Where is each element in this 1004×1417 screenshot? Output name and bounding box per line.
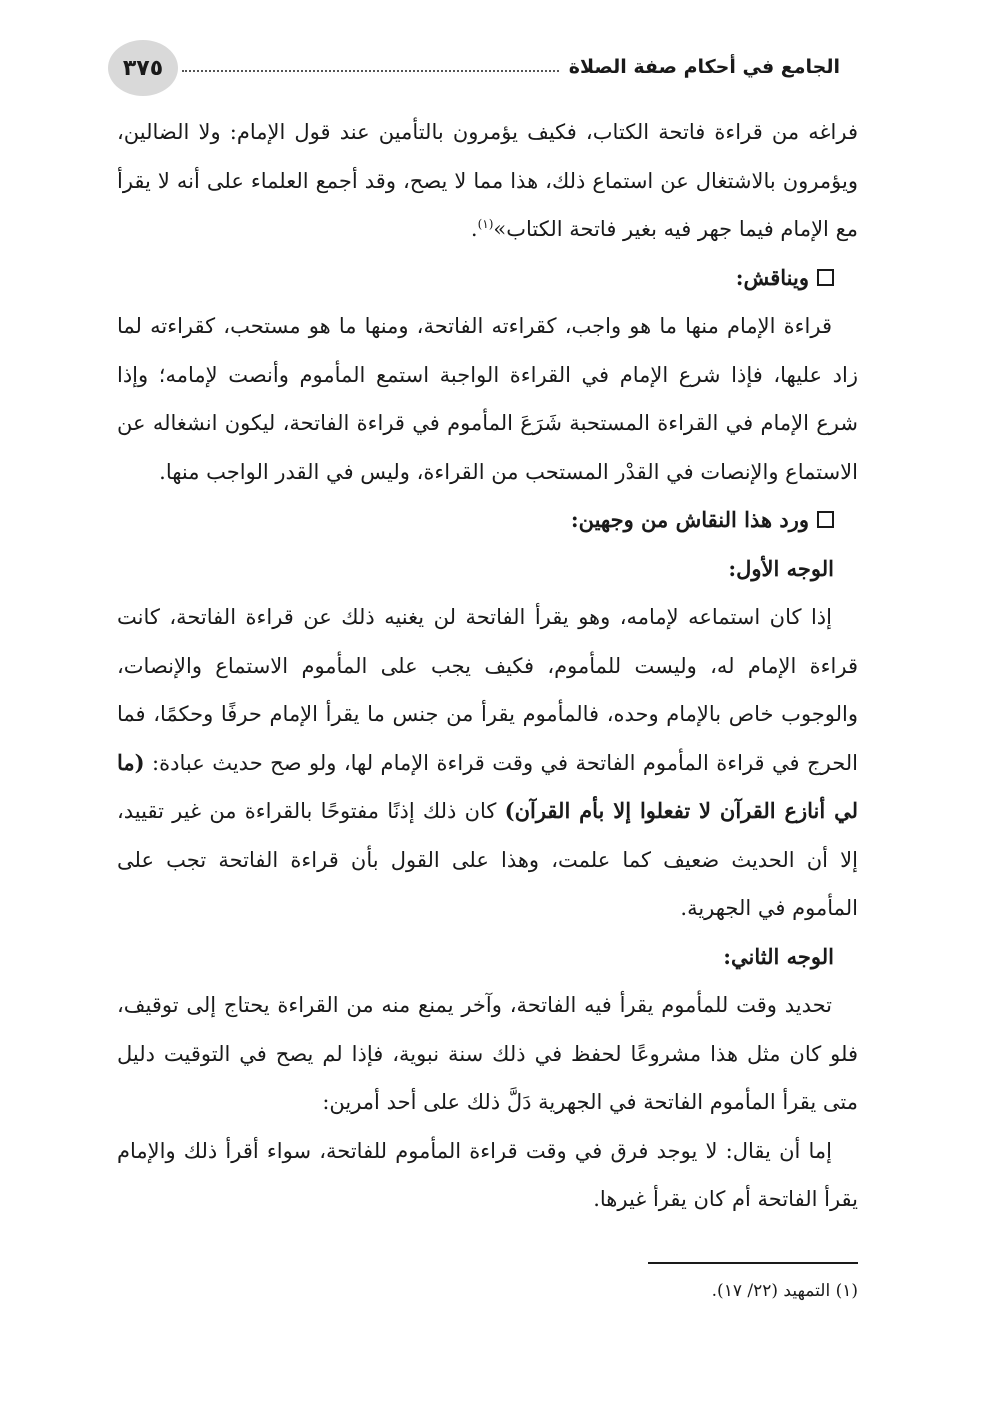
hadith-quote: (ما لي أنازع القرآن لا تفعلوا إلا بأم القرآن) <box>117 749 858 823</box>
footnote-marker: (١) <box>835 1281 858 1301</box>
paragraph-either: إما أن يقال: لا يوجد فرق في وقت قراءة المأموم للفاتحة، سواء أقرأ ذلك والإمام يقرأ الفاتحة أم كان يقرأ غيرها. <box>117 1138 858 1211</box>
footnote-separator <box>648 1262 858 1264</box>
book-title: الجامع في أحكام صفة الصلاة <box>568 56 840 78</box>
paragraph-first-aspect <box>117 593 858 933</box>
page-number: ٣٧٥ <box>108 40 178 96</box>
heading-first-aspect: الوجه الأول: <box>728 555 834 581</box>
checkbox-bullet-icon <box>817 511 834 528</box>
heading-text: ورد هذا النقاش من وجهين: <box>570 507 809 532</box>
header-leader-dots <box>182 70 559 72</box>
running-header <box>182 52 844 82</box>
footnote <box>712 1276 858 1306</box>
heading-discussion <box>117 254 858 303</box>
paragraph-second-aspect: تحديد وقت للمأموم يقرأ فيه الفاتحة، وآخر يمنع منه من القراءة يحتاج إلى توقيف، فلو كان مثل هذا مشروعًا لحفظ في ذلك سنة نبوية، فإذا لم يصح في التوقيت دليل متى يقرأ المأموم الفاتحة في الجهرية دَلَّ ذلك على أحد أمرين: <box>117 993 858 1114</box>
heading-second-aspect: الوجه الثاني: <box>723 943 834 969</box>
footnote-reference[interactable]: (١) <box>477 217 494 231</box>
paragraph-text: إذا كان استماعه لإمامه، وهو يقرأ الفاتحة لن يغنيه ذلك عن قراءة الفاتحة، كانت قراءة الإمام له، وليست للمأموم، فكيف يجب على المأموم الاستماع والإنصات، والوجوب خاص بالإمام وحده، فالمأموم يقرأ من جنس ما يقرأ الإمام حرفًا وحكمًا، فما الحرج في قراءة المأموم الفاتحة في وقت قراءة الإمام لها، ولو صح حديث عبادة: <box>117 605 858 775</box>
paragraph-text: كان ذلك إذنًا مفتوحًا بالقراءة من غير تقييد، إلا أن الحديث ضعيف كما علمت، وهذا على القول بأن قراءة الفاتحة تجب على المأموم في الجهرية. <box>117 799 858 920</box>
page-body <box>117 108 858 1224</box>
footnote-text: التمهيد (٢٢/ ١٧). <box>711 1281 831 1301</box>
paragraph-quote-end <box>117 108 858 254</box>
checkbox-bullet-icon <box>817 269 834 286</box>
paragraph-period: . <box>470 217 478 241</box>
paragraph-imam-reading: قراءة الإمام منها ما هو واجب، كقراءته الفاتحة، ومنها ما هو مستحب، كقراءته لما زاد عليها، فإذا شرع الإمام في القراءة الواجبة استمع المأموم وأنصت لإمامه؛ وإذا شرع الإمام في القراءة المستحبة شَرَعَ المأموم في قراءة الفاتحة، ليكون انشغاله عن الاستماع والإنصات في القدْر المستحب من القراءة، وليس في القدر الواجب منها. <box>117 314 858 484</box>
paragraph-text: فراغه من قراءة فاتحة الكتاب، فكيف يؤمرون بالتأمين عند قول الإمام: ولا الضالين، ويؤمرون بالاشتغال عن استماع ذلك، هذا مما لا يصح، وقد أجمع العلماء على أنه لا يقرأ مع الإمام فيما جهر فيه بغير فاتحة الكتاب» <box>117 120 858 241</box>
heading-text: ويناقش: <box>735 264 809 290</box>
heading-response <box>117 496 858 545</box>
